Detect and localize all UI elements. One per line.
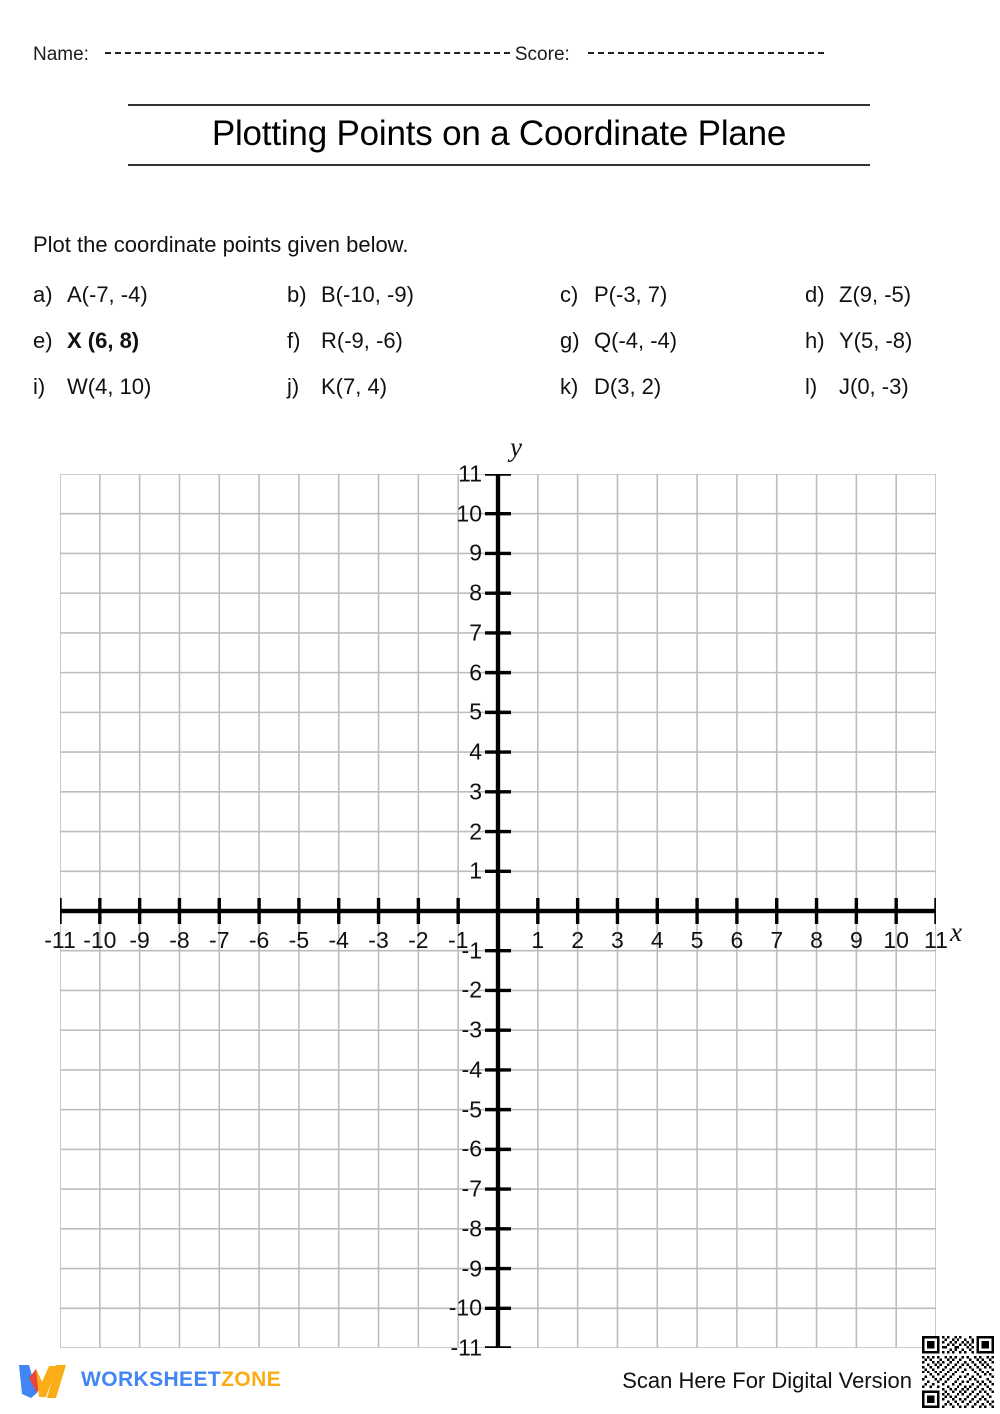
problem-label: f) (287, 328, 301, 353)
coordinate-plane[interactable] (60, 474, 936, 1348)
x-tick-label: 6 (730, 927, 744, 953)
x-tick-label: 2 (571, 927, 585, 953)
problem-label: j) (287, 374, 300, 399)
logo-text-secondary: ZONE (221, 1368, 282, 1391)
x-tick-label: 11 (924, 927, 948, 953)
x-tick-label: 5 (690, 927, 704, 953)
y-tick-label: -3 (461, 1016, 482, 1043)
y-tick-label: 8 (469, 579, 482, 606)
x-tick-label: -9 (129, 927, 150, 953)
problem-row (0, 282, 1000, 328)
x-tick-label: -4 (328, 927, 349, 953)
y-tick-label: 7 (469, 619, 482, 646)
y-tick-label: -7 (461, 1175, 482, 1202)
x-tick-label: -10 (83, 927, 117, 953)
y-axis-label: y (510, 432, 522, 462)
problem-label: e) (33, 328, 53, 353)
y-tick-label: 3 (469, 778, 482, 805)
x-tick-label: -8 (169, 927, 190, 953)
problem-label: d) (805, 282, 825, 307)
footer (0, 1350, 1000, 1414)
y-tick-label: 1 (469, 857, 482, 884)
problem-point: A(-7, -4) (67, 282, 148, 307)
problem-row (0, 328, 1000, 374)
score-label: Score: (514, 44, 570, 65)
x-tick-label: -7 (209, 927, 230, 953)
y-tick-label: 11 (458, 460, 482, 487)
problem-label: c) (560, 282, 579, 307)
x-tick-label: 10 (883, 927, 909, 953)
page-title: Plotting Points on a Coordinate Plane (211, 114, 787, 153)
problem-item-g (560, 328, 677, 354)
x-tick-label: 9 (849, 927, 863, 953)
y-tick-label: -1 (461, 937, 482, 964)
problem-point: R(-9, -6) (321, 328, 403, 353)
x-tick-label: -6 (248, 927, 270, 953)
y-tick-label: 10 (456, 500, 482, 527)
problem-point: Y(5, -8) (839, 328, 913, 353)
problem-row (0, 374, 1000, 420)
problem-item-h (805, 328, 912, 354)
x-tick-label: -1 (447, 927, 469, 953)
y-tick-label: 2 (469, 818, 482, 845)
problem-label: a) (33, 282, 53, 307)
problem-label: h) (805, 328, 825, 353)
y-tick-label: -4 (461, 1056, 482, 1083)
problem-item-f (287, 328, 403, 354)
y-tick-label: 5 (469, 698, 482, 725)
header-fields (33, 44, 967, 74)
problem-label: l) (805, 374, 818, 399)
name-input-line[interactable] (105, 51, 510, 54)
name-label: Name: (33, 44, 89, 65)
y-tick-label: -9 (461, 1255, 482, 1282)
y-tick-label: -5 (461, 1096, 482, 1123)
y-tick-label: 9 (469, 539, 482, 566)
x-axis-label: x (950, 917, 962, 947)
x-tick-label: 4 (650, 927, 664, 953)
problem-point: P(-3, 7) (594, 282, 668, 307)
problem-point: J(0, -3) (839, 374, 909, 399)
problem-point: D(3, 2) (594, 374, 662, 399)
problem-item-k (560, 374, 661, 400)
problem-label: i) (33, 374, 46, 399)
coordinate-grid (60, 474, 936, 1348)
problem-item-l (805, 374, 909, 400)
problem-item-a (33, 282, 148, 308)
qr-code-icon[interactable] (922, 1336, 994, 1408)
problem-point: X (6, 8) (67, 328, 140, 353)
x-tick-label: -2 (408, 927, 429, 953)
title-banner (128, 104, 870, 166)
problem-item-d (805, 282, 911, 308)
y-tick-label: -10 (448, 1294, 482, 1321)
x-tick-label: -11 (44, 927, 76, 953)
problem-point: Q(-4, -4) (594, 328, 678, 353)
x-tick-label: -5 (288, 927, 310, 953)
worksheetzone-logo[interactable] (16, 1360, 281, 1400)
problem-item-b (287, 282, 414, 308)
score-input-line[interactable] (588, 51, 824, 54)
problem-item-c (560, 282, 667, 308)
problem-item-j (287, 374, 387, 400)
x-tick-label: 7 (770, 927, 784, 953)
problem-label: b) (287, 282, 307, 307)
problem-label: k) (560, 374, 579, 399)
problem-label: g) (560, 328, 580, 353)
y-tick-label: 6 (469, 659, 482, 686)
instruction-text: Plot the coordinate points given below. (33, 232, 409, 257)
x-tick-label: 8 (810, 927, 823, 953)
x-tick-label: 3 (611, 927, 624, 953)
problem-list (0, 282, 1000, 420)
x-tick-label: 1 (531, 927, 545, 953)
y-tick-label: -8 (461, 1215, 482, 1242)
logo-text (81, 1368, 281, 1392)
y-tick-label: -2 (461, 976, 482, 1003)
scan-prompt-text: Scan Here For Digital Version (622, 1368, 912, 1393)
problem-item-i (33, 374, 151, 400)
problem-point: K(7, 4) (321, 374, 388, 399)
problem-point: B(-10, -9) (321, 282, 414, 307)
problem-item-e (33, 328, 139, 354)
y-tick-label: -11 (450, 1334, 482, 1361)
x-tick-label: -3 (368, 927, 389, 953)
y-tick-label: -6 (461, 1135, 482, 1162)
problem-point: W(4, 10) (67, 374, 152, 399)
y-tick-label: 4 (469, 738, 482, 765)
w-logo-icon (16, 1360, 72, 1400)
problem-point: Z(9, -5) (839, 282, 912, 307)
logo-text-primary: WORKSHEET (81, 1368, 222, 1391)
